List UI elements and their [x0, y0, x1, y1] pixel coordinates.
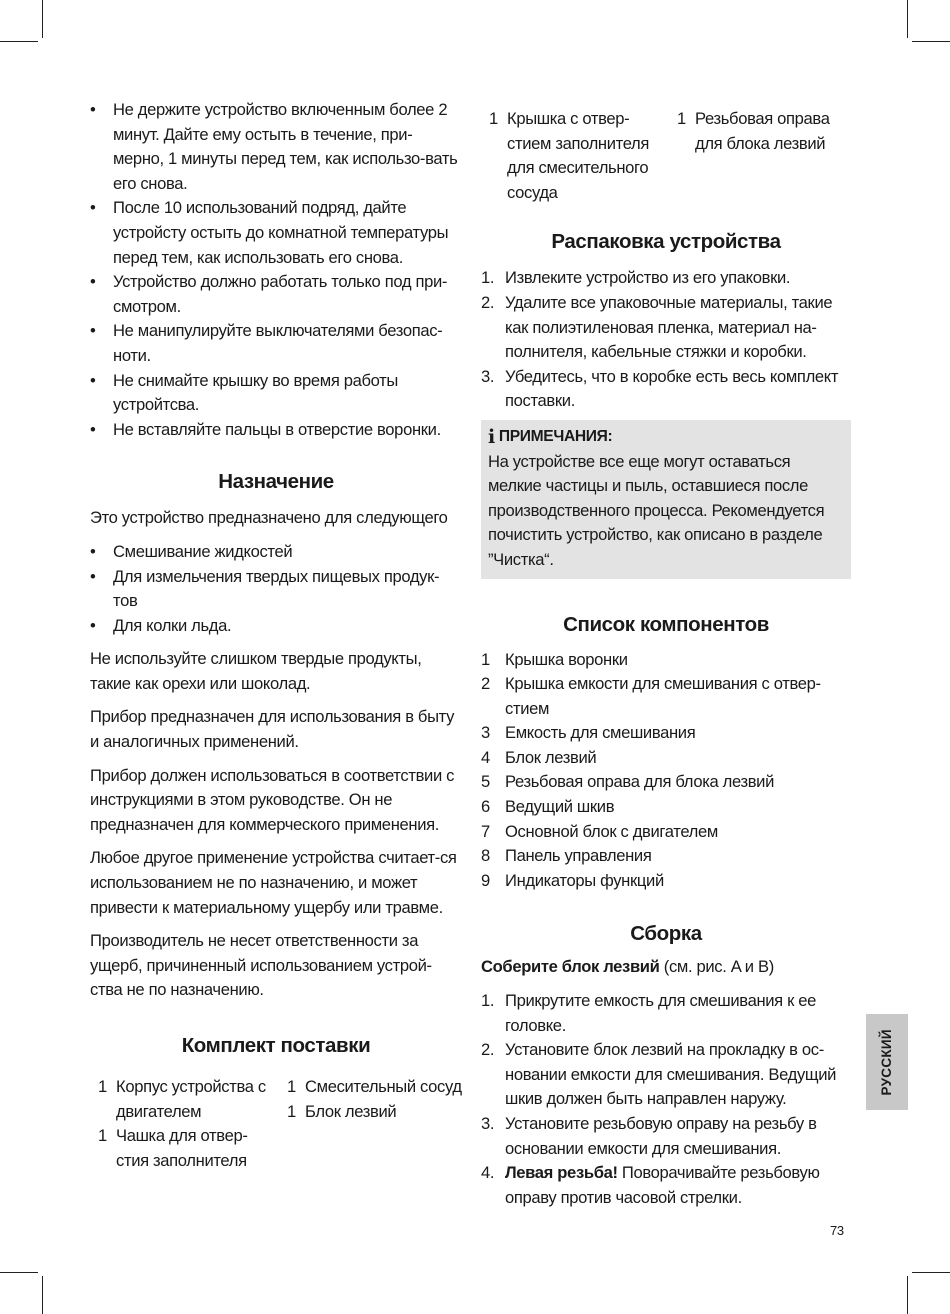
- list-item: [481, 107, 663, 205]
- list-item: [481, 795, 851, 820]
- assembly-heading: Сборка: [630, 922, 702, 946]
- note-title-text: ПРИМЕЧАНИЯ:: [498, 427, 613, 445]
- list-item: • Смешивание жидкостей: [90, 540, 462, 565]
- part-text: Панель управления: [505, 846, 652, 866]
- item-text: Корпус устройства с двигателем: [116, 1077, 266, 1121]
- list-item: [481, 1161, 851, 1210]
- note-box: [481, 420, 851, 579]
- language-tab-label: РУССКИЙ: [878, 1028, 894, 1096]
- item-text: Чашка для отвер-стия заполнителя: [116, 1126, 248, 1170]
- list-item: [481, 365, 851, 414]
- part-text: Крышка воронки: [505, 649, 628, 669]
- item-text: Смесительный сосуд: [305, 1077, 462, 1096]
- item-text: Блок лезвий: [305, 1101, 397, 1121]
- step-text: Удалите все упаковочные материалы, такие как полиэтиленовая пленка, материал на-полнителя, кабельные стяжки и коробки.: [505, 292, 833, 362]
- parts-heading: Список компонентов: [563, 612, 769, 636]
- assembly-subtitle-rest: (см. рис. A и B): [659, 957, 774, 977]
- paragraph: Прибор должен использоваться в соответствии с инструкциями в этом руководстве. Он не предназначен для коммерческого применения.: [90, 765, 455, 834]
- list-item: • Не держите устройство включенным более 2 минут. Дайте ему остыть в течение, при-мерно, 1 минуты перед тем, как использо-вать его снова.: [90, 98, 462, 196]
- crop-mark: [912, 41, 950, 42]
- quantity: 1: [98, 1077, 107, 1096]
- crop-mark: [0, 41, 38, 42]
- list-item: [669, 107, 851, 156]
- list-item: [481, 820, 851, 845]
- step-number: 2.: [481, 292, 495, 312]
- part-number: 3: [481, 723, 490, 743]
- part-text: Крышка емкости для смешивания с отвер-стием: [505, 674, 821, 718]
- crop-mark: [42, 1276, 43, 1314]
- list-item: • После 10 использований подряд, дайте устройсту остыть до комнатной температуры перед тем, как использовать его снова.: [90, 196, 462, 270]
- right-column: [481, 107, 851, 1210]
- crop-mark: [912, 1272, 950, 1273]
- list-item: • Для колки льда.: [90, 614, 462, 639]
- part-text: Резьбовая оправа для блока лезвий: [505, 772, 775, 792]
- quantity: 1: [489, 109, 498, 128]
- assembly-subtitle-bold: Соберите блок лезвий: [481, 957, 660, 977]
- page-number: 73: [830, 1223, 844, 1238]
- quantity: 1: [677, 109, 686, 128]
- safety-warnings-list: [90, 98, 462, 442]
- list-item: [481, 648, 851, 673]
- paragraph: Не используйте слишком твердые продукты, такие как орехи или шоколад.: [90, 649, 422, 693]
- step-number: 2.: [481, 1040, 495, 1060]
- list-item: • Не манипулируйте выключателями безопас-ноти.: [90, 319, 462, 368]
- list-item: [481, 989, 851, 1038]
- part-number: 2: [481, 674, 490, 694]
- crop-mark: [907, 0, 908, 38]
- list-item: [481, 672, 851, 721]
- quantity: 1: [98, 1126, 107, 1146]
- part-text: Блок лезвий: [505, 747, 597, 767]
- step-text: Извлеките устройство из его упаковки.: [505, 268, 791, 288]
- step-text: Поворачивайте резьбовую оправу против часовой стрелки.: [505, 1163, 820, 1207]
- note-title: [488, 425, 845, 450]
- part-number: 9: [481, 870, 490, 890]
- crop-mark: [0, 1272, 38, 1273]
- list-item: [90, 1075, 273, 1124]
- list-item: [481, 721, 851, 746]
- list-item: [481, 266, 851, 291]
- delivery-column: [90, 1075, 279, 1173]
- step-text: Установите резьбовую оправу на резьбу в основании емкости для смешивания.: [505, 1114, 817, 1158]
- language-tab: [866, 1014, 908, 1110]
- step-warning: Левая резьба!: [505, 1163, 618, 1183]
- paragraph: Прибор предназначен для использования в быту и аналогичных применений.: [90, 707, 455, 752]
- list-item: [481, 869, 851, 894]
- part-number: 1: [481, 649, 490, 669]
- quantity: 1: [287, 1101, 296, 1121]
- crop-mark: [42, 0, 43, 38]
- delivery-list: [90, 1075, 462, 1173]
- list-item: [481, 770, 851, 795]
- part-number: 6: [481, 797, 490, 817]
- list-item: [279, 1100, 462, 1125]
- crop-mark: [907, 1276, 908, 1314]
- step-number: 1.: [481, 268, 495, 288]
- left-column: [90, 98, 462, 1173]
- part-number: 8: [481, 846, 490, 866]
- list-item: • Не вставляйте пальцы в отверстие воронки.: [90, 418, 462, 443]
- part-number: 7: [481, 821, 490, 841]
- step-text: Установите блок лезвий на прокладку в ос-новании емкости для смешивания. Ведущий шкив должен быть направлен наружу.: [505, 1040, 837, 1109]
- list-item: [481, 844, 851, 869]
- part-number: 4: [481, 747, 490, 767]
- paragraph: Производитель не несет ответственности за ущерб, причиненный использованием устрой-ства не по назначению.: [90, 931, 432, 1000]
- delivery-list-continued: [481, 107, 851, 205]
- list-item: [481, 746, 851, 771]
- list-item: [481, 1112, 851, 1161]
- list-item: [481, 291, 851, 365]
- list-item: [90, 1124, 273, 1173]
- delivery-column: [481, 107, 669, 205]
- item-text: Резьбовая оправа для блока лезвий: [695, 109, 830, 153]
- unpack-steps: [481, 266, 851, 414]
- step-number: 1.: [481, 991, 495, 1011]
- list-item: • Не снимайте крышку во время работы устройтсва.: [90, 369, 462, 418]
- part-text: Емкость для смешивания: [505, 723, 696, 743]
- step-number: 4.: [481, 1163, 495, 1183]
- delivery-column: [669, 107, 851, 205]
- list-item: [279, 1075, 462, 1100]
- note-text: На устройстве все еще могут оставаться мелкие частицы и пыль, оставшиеся после производственного процесса. Рекомендуется почистить устройство, как описано в разделе ”Чистка“.: [488, 451, 825, 569]
- step-text: Прикрутите емкость для смешивания к ее головке.: [505, 991, 816, 1035]
- purpose-intro: Это устройство предназначено для следующего: [90, 508, 448, 528]
- list-item: • Устройство должно работать только под при-смотром.: [90, 270, 462, 319]
- list-item: [481, 1038, 851, 1112]
- assembly-steps: [481, 989, 851, 1210]
- item-text: Крышка с отвер-стием заполнителя для смесительного сосуда: [507, 109, 650, 202]
- step-number: 3.: [481, 1114, 495, 1133]
- delivery-column: [279, 1075, 462, 1173]
- part-text: Основной блок с двигателем: [505, 821, 718, 841]
- delivery-heading: Комплект поставки: [181, 1034, 371, 1057]
- info-icon: i: [488, 425, 495, 448]
- part-text: Индикаторы функций: [505, 870, 664, 890]
- step-number: 3.: [481, 366, 495, 386]
- purpose-heading: Назначение: [218, 470, 334, 494]
- purpose-list: [90, 540, 462, 638]
- parts-list: [481, 648, 851, 894]
- assembly-subtitle: [481, 955, 851, 980]
- quantity: 1: [287, 1077, 296, 1096]
- step-text: Убедитесь, что в коробке есть весь комплект поставки.: [505, 366, 839, 411]
- part-number: 5: [481, 772, 490, 792]
- part-text: Ведущий шкив: [505, 797, 615, 817]
- paragraph: Любое другое применение устройства считает-ся использованием не по назначению, и может привести к материальному ущербу или травме.: [90, 848, 457, 917]
- list-item: • Для измельчения твердых пищевых продук-тов: [90, 565, 462, 614]
- unpack-heading: Распаковка устройства: [551, 230, 781, 254]
